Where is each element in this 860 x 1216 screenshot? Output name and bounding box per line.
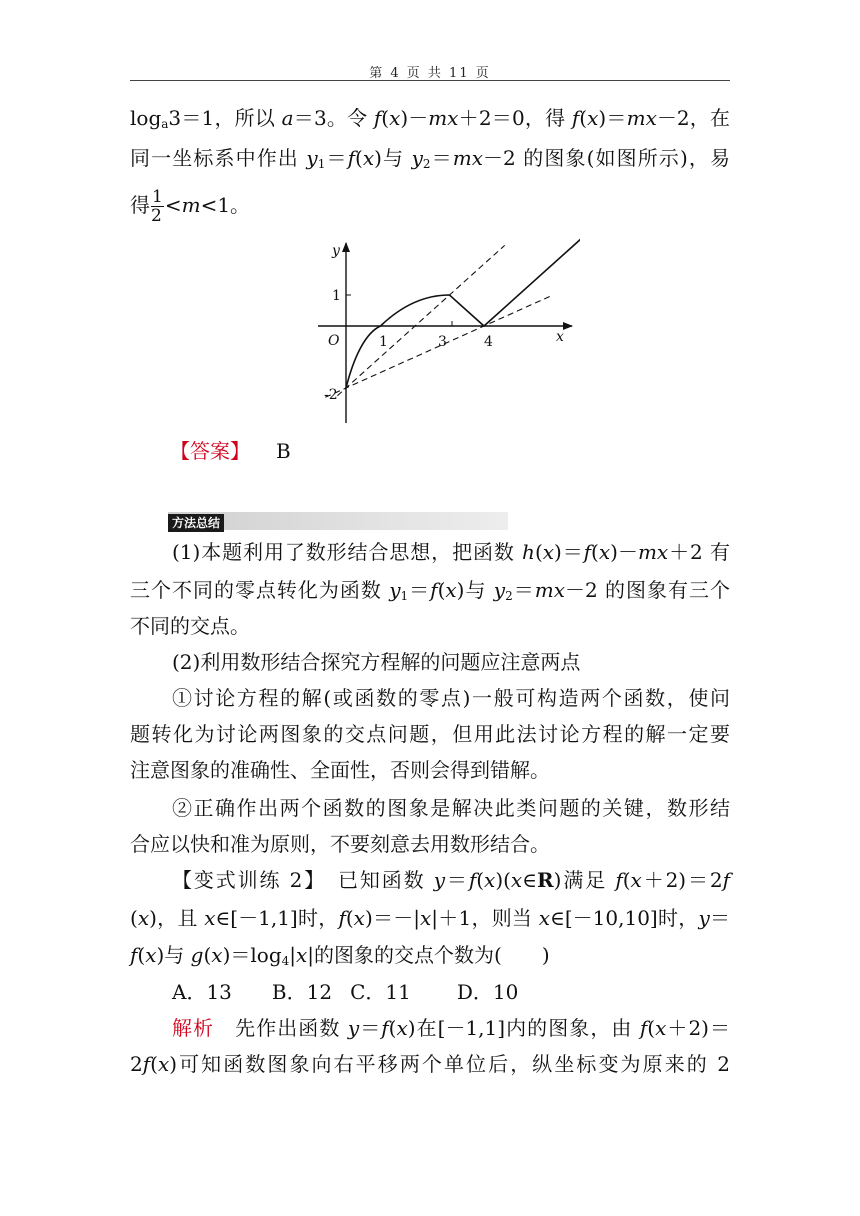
header-rule [130,80,730,81]
method-p4-line-1: ②正确作出两个函数的图象是解决此类问题的关键，数形结 [172,796,730,820]
method-p4-line-2: 合应以快和准为原则，不要刻意去用数形结合。 [130,832,550,856]
method-p2: (2)利用数形结合探究方程解的问题应注意两点 [172,650,581,674]
x-axis-label: x [556,329,564,345]
method-summary-label: 方法总结 [168,514,224,532]
answer-label: 【答案】 [170,439,250,463]
tick-label-x-1: 1 [379,334,388,350]
method-summary-badge [168,512,508,530]
exercise-label: 【变式训练 2】 [172,868,317,892]
dashed-line-y-x-2 [337,245,504,395]
tick-label-y-neg2: -2 [324,387,338,403]
exercise-line-2: (x)，且 x∈[－1,1]时，f(x)＝－|x|＋1，则当 x∈[－10,10]时，y＝ [130,906,731,930]
tick-label-y-1: 1 [332,288,341,304]
method-p1-line-2: 三个不同的零点转化为函数 $y_1=f(x)$与 $y_2=mx-2$ 的图象有三个 [130,578,731,603]
choice-d: D．10 [456,980,519,1004]
solution-line-3: 得 $\frac{1}{2}$ <m<1。 [130,187,251,226]
function-graph [310,235,580,430]
method-p1-line-1: (1)本题利用了数形结合思想，把函数 h(x)＝f(x)－mx＋2 有 [172,540,730,564]
answer-value: B [276,439,291,463]
choice-b: B．12 [271,980,333,1004]
method-p1-line-3: 不同的交点。 [130,614,250,638]
analysis-label: 解析 [172,1016,215,1040]
method-p3-line-3: 注意图象的准确性、全面性，否则会得到错解。 [130,758,550,782]
solution-line-2: 同一坐标系中作出 $y_1=f(x)$与 $y_2=mx-2$ 的图象(如图所示)，易 [130,146,731,171]
method-p3-line-2: 题转化为讨论两图象的交点问题，但用此法讨论方程的解一定要 [130,722,730,746]
method-p3-line-1: ①讨论方程的解(或函数的零点)一般可构造两个函数，使问 [172,686,730,710]
function-curve [346,235,580,388]
exercise-line-1: 【变式训练 2】 已知函数 y＝f(x)(x∈R)满足 f(x＋2)＝2f [172,868,730,892]
answer-line [170,437,730,465]
exercise-choices [172,978,730,1006]
tick-label-x-3: 3 [438,334,447,350]
analysis-line-2: 2f(x)可知函数图象向右平移两个单位后，纵坐标变为原来的 2 [130,1052,730,1076]
exercise-line-3: f(x)与 $g(x)=\log_4|x|$的图象的交点个数为( ) [130,943,550,968]
fraction-one-half: $\frac{1}{2}$ [151,187,163,226]
tick-label-x-4: 4 [484,334,493,350]
choice-a: A．13 [172,980,232,1004]
origin-label: O [328,333,340,349]
y-axis-label: y [332,243,340,259]
solution-line-1: $\log_a3=1$，所以 a＝3。令 f(x)－mx＋2＝0，得 f(x)＝mx－2，在 [130,106,730,131]
page-header: 第 4 页 共 11 页 [369,66,491,81]
analysis-line-1: 解析 先作出函数 y＝f(x)在[－1,1]内的图象，由 f(x＋2)＝ [172,1016,731,1040]
choice-c: C．11 [350,980,411,1004]
